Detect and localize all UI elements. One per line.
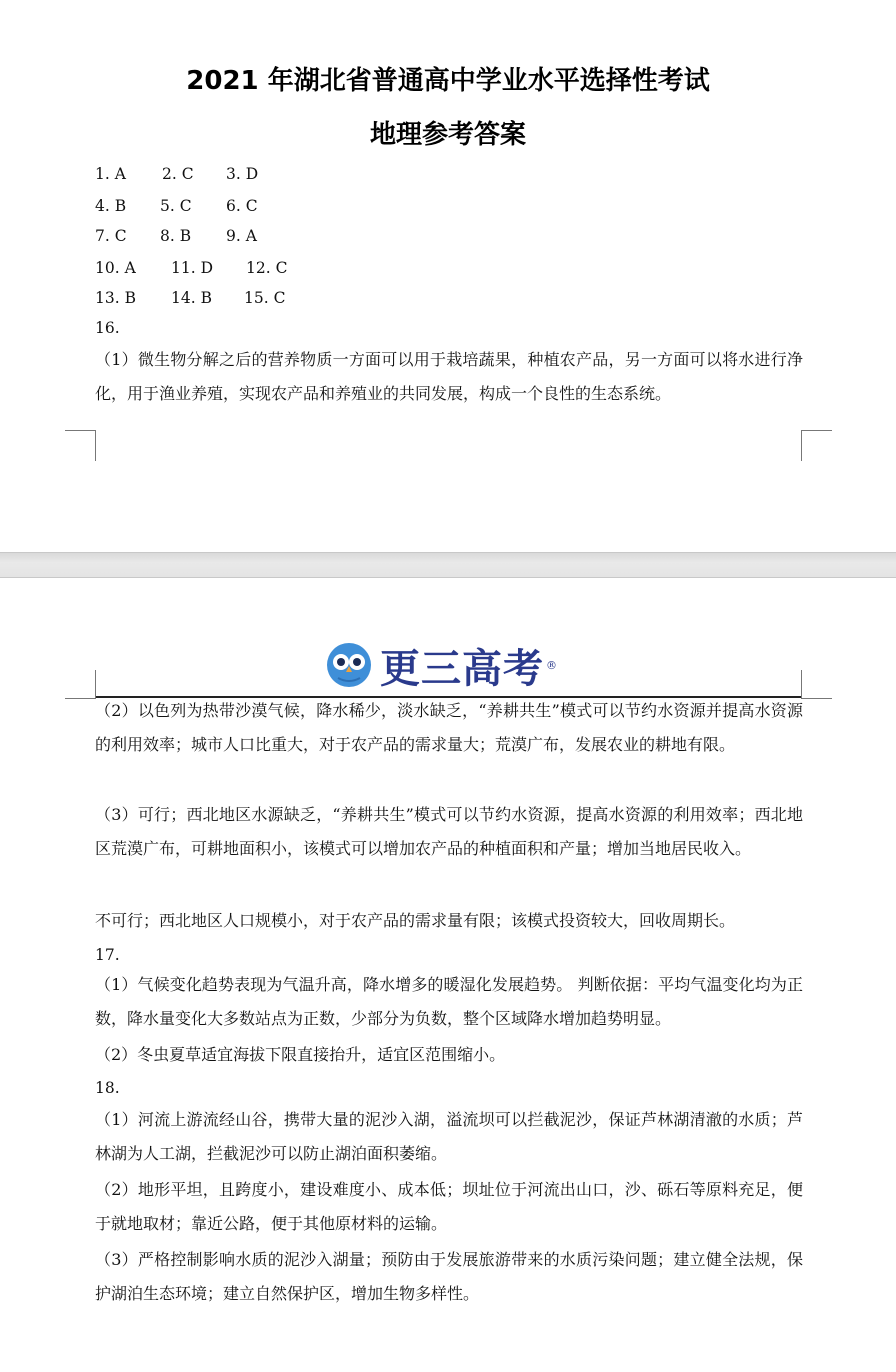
question-17-label: 17. (95, 946, 120, 964)
document-subtitle: 地理参考答案 (369, 120, 526, 150)
q17-part1-text: （1）气候变化趋势表现为气温升高，降水增多的暖湿化发展趋势。 判断依据：平均气温变化均为正数，降水量变化大多数站点为正数，少部分为负数，整个区域降水增加趋势明显。 (95, 975, 803, 1028)
answer-item: 15. C (244, 289, 286, 307)
answer-item: 6. C (226, 197, 258, 215)
registered-mark: ® (546, 658, 557, 672)
answer-item: 2. C (162, 165, 194, 183)
q16-part3-alt-text: 不可行；西北地区人口规模小，对于农产品的需求量有限；该模式投资较大，回收周期长。 (95, 911, 736, 930)
answer-item: 1. A (95, 165, 126, 183)
page-corner-mark (65, 670, 96, 699)
answer-item: 4. B (95, 197, 127, 215)
logo-text: 更三高考 (380, 645, 544, 692)
q18-part3-text: （3）严格控制影响水质的泥沙入湖量；预防由于发展旅游带来的水质污染问题；建立健全法规，保护湖泊生态环境；建立自然保护区，增加生物多样性。 (95, 1250, 803, 1303)
q18-part1-text: （1）河流上游流经山谷，携带大量的泥沙入湖，溢流坝可以拦截泥沙，保证芦林湖清澈的水质；芦林湖为人工湖，拦截泥沙可以防止湖泊面积萎缩。 (95, 1110, 803, 1163)
answer-item: 8. B (160, 227, 192, 245)
answer-item: 3. D (226, 165, 259, 183)
answer-item: 14. B (171, 289, 212, 307)
page-corner-mark (801, 670, 832, 699)
page-separator (0, 552, 896, 578)
q18-part2-text: （2）地形平坦，且跨度小，建设难度小、成本低；坝址位于河流出山口，沙、砾石等原料充足，便于就地取材；靠近公路，便于其他原材料的运输。 (95, 1180, 803, 1233)
q16-part3-text: （3）可行；西北地区水源缺乏，“养耕共生”模式可以节约水资源，提高水资源的利用效率；西北地区荒漠广布，可耕地面积小，该模式可以增加农产品的种植面积和产量；增加当地居民收入。 (95, 805, 803, 858)
q16-part1-text: （1）微生物分解之后的营养物质一方面可以用于栽培蔬果，种植农产品，另一方面可以将水进行净化，用于渔业养殖，实现农产品和养殖业的共同发展，构成一个良性的生态系统。 (95, 350, 803, 403)
page-corner-mark (801, 430, 832, 461)
answer-item: 7. C (95, 227, 127, 245)
answer-item: 11. D (171, 259, 214, 277)
answer-item: 10. A (95, 259, 136, 277)
answer-item: 5. C (160, 197, 192, 215)
page-corner-mark (65, 430, 96, 461)
answer-item: 12. C (246, 259, 288, 277)
document-title: 2021 年湖北省普通高中学业水平选择性考试 (186, 66, 710, 96)
question-18-label: 18. (95, 1079, 120, 1097)
document-page-2 (0, 578, 896, 1372)
owl-logo-icon (326, 642, 372, 688)
q17-part2-text: （2）冬虫夏草适宜海拔下限直接抬升，适宜区范围缩小。 (95, 1045, 506, 1064)
document-page-1 (0, 0, 896, 552)
answer-item: 13. B (95, 289, 136, 307)
answer-item: 9. A (226, 227, 257, 245)
q16-part2-text: （2）以色列为热带沙漠气候，降水稀少，淡水缺乏，“养耕共生”模式可以节约水资源并提高水资源的利用效率；城市人口比重大，对于农产品的需求量大；荒漠广布，发展农业的耕地有限。 (95, 701, 803, 754)
header-logo (326, 640, 557, 690)
question-16-label: 16. (95, 319, 120, 337)
